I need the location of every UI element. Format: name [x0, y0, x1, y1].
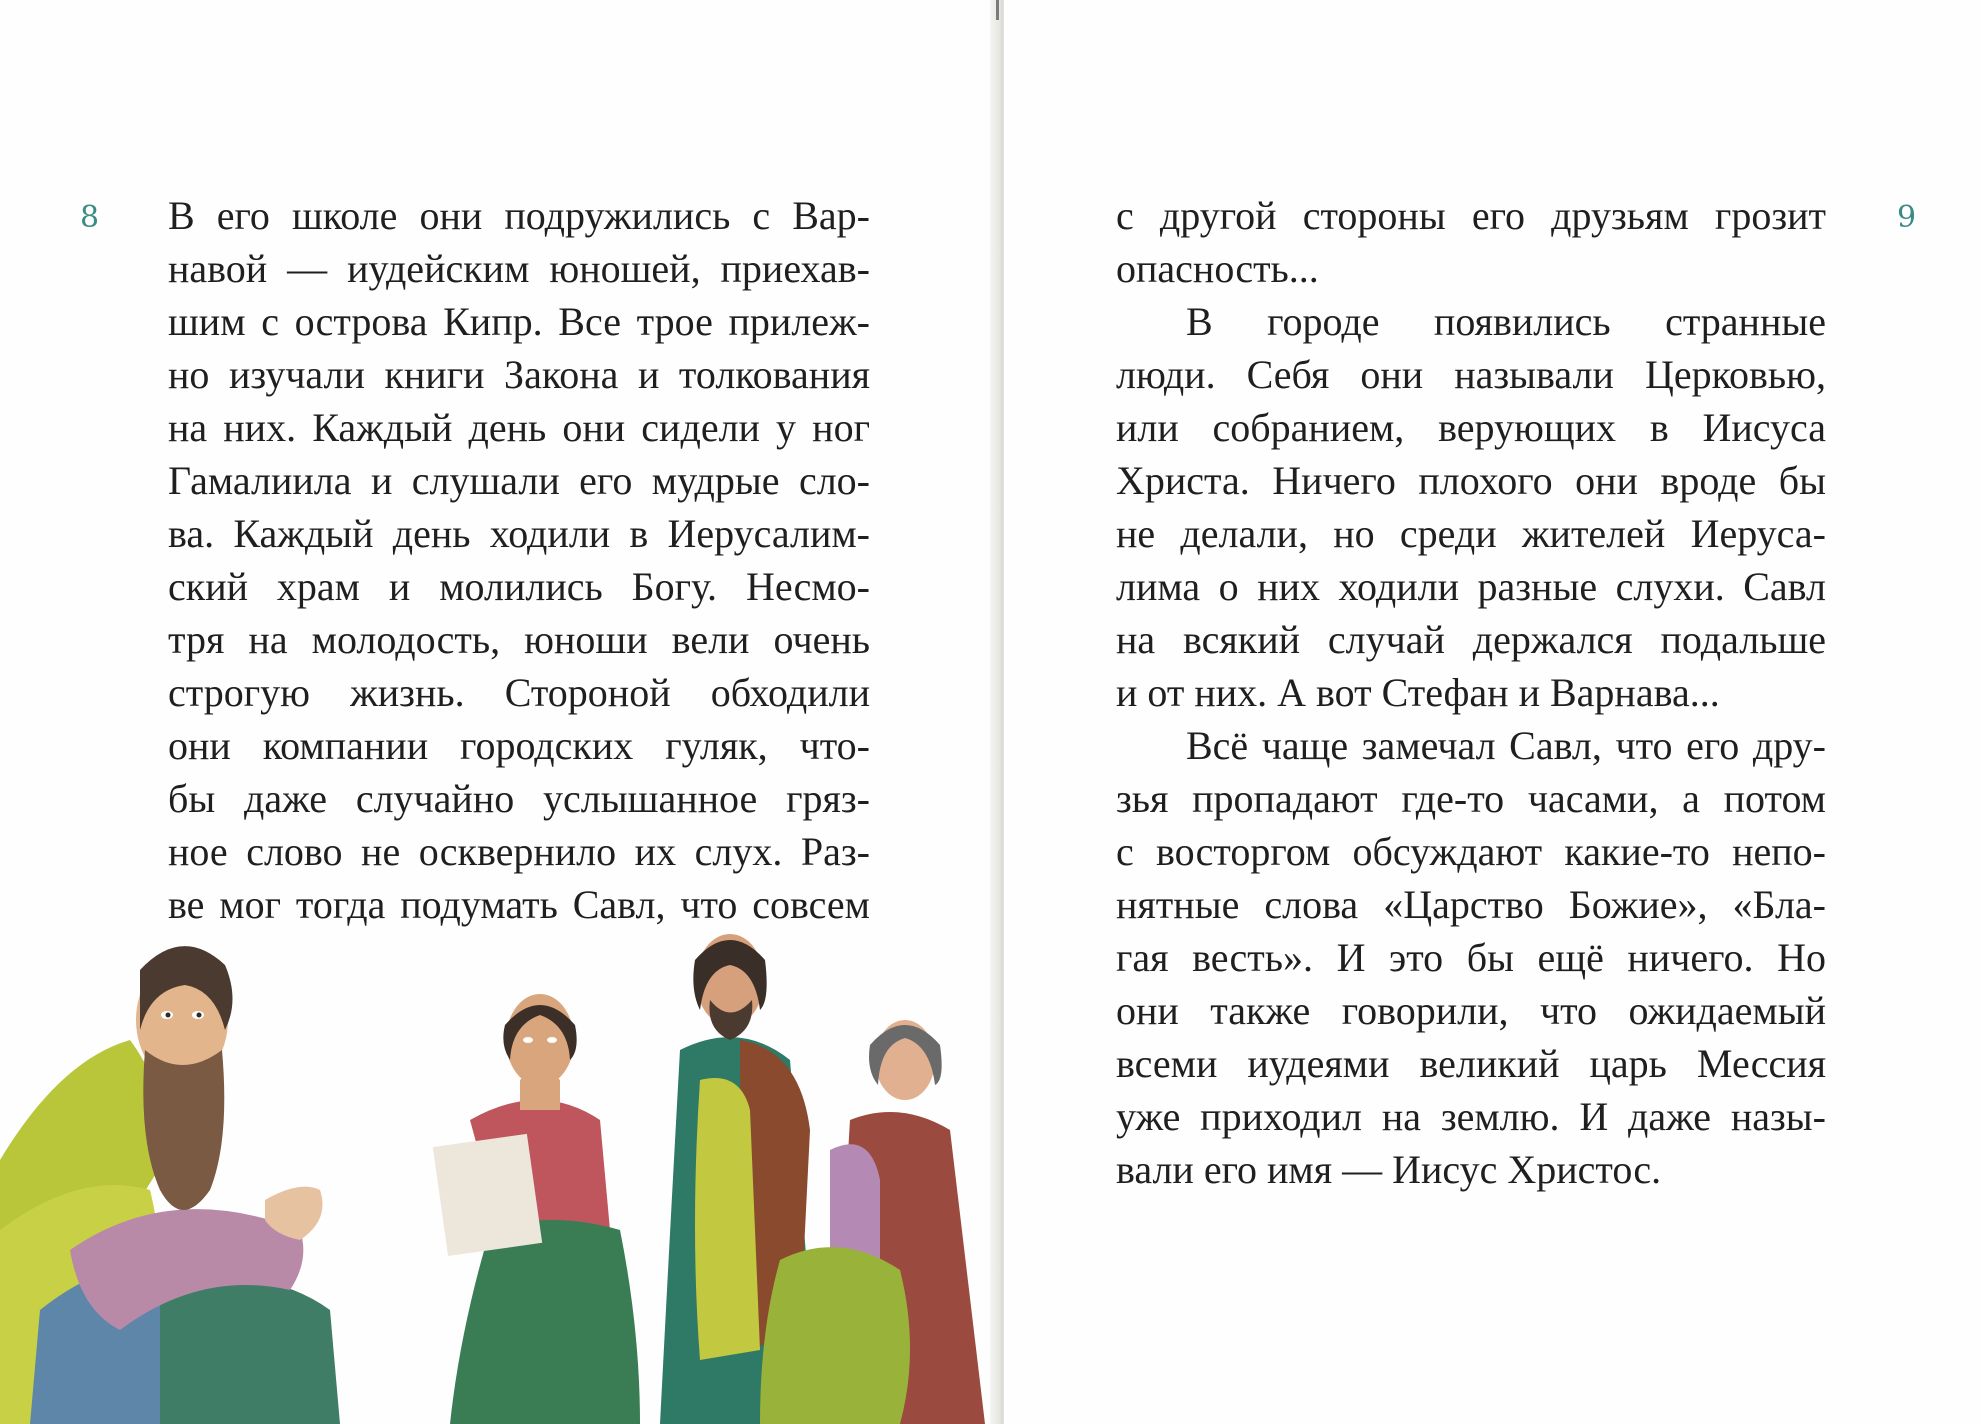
- text-line: всеми иудеями великий царь Мессия: [1116, 1041, 1826, 1086]
- text-line: В его школе они подружились с Вар-: [168, 193, 870, 238]
- text-line: В городе появились странные: [1186, 299, 1826, 344]
- gutter-shadow: [996, 0, 999, 20]
- text-line: нятные слова «Царство Божие», «Бла-: [1116, 882, 1826, 927]
- text-line: ва. Каждый день ходили в Иерусалим-: [168, 511, 870, 556]
- text-line: на них. Каждый день они сидели у ног: [168, 405, 870, 450]
- text-line: Всё чаще замечал Савл, что его дру-: [1186, 723, 1826, 768]
- text-line: гая весть». И это бы ещё ничего. Но: [1116, 935, 1826, 980]
- text-line: опасность...: [1116, 246, 1319, 291]
- text-line: с другой стороны его друзьям грозит: [1116, 193, 1826, 238]
- text-line: ве мог тогда подумать Савл, что совсем: [168, 882, 870, 927]
- text-line: ное слово не осквернило их слух. Раз-: [168, 829, 870, 874]
- page-number-left: 8: [80, 200, 100, 235]
- text-line: вали его имя — Иисус Христос.: [1116, 1147, 1662, 1192]
- young-man-figure: [433, 994, 640, 1424]
- text-line: Гамалиила и слушали его мудрые сло-: [168, 458, 870, 503]
- page-number-right: 9: [1897, 200, 1917, 235]
- text-line: зья пропадают где-то часами, а потом: [1116, 776, 1826, 821]
- elder-figure: [0, 946, 340, 1424]
- text-line: они также говорили, что ожидаемый: [1116, 988, 1826, 1033]
- text-line: и от них. А вот Стефан и Варнава...: [1116, 670, 1720, 715]
- text-line: на всякий случай держался подальше: [1116, 617, 1826, 662]
- left-text-block: [168, 189, 870, 931]
- text-line: лима о них ходили разные слухи. Савл: [1116, 564, 1826, 609]
- text-line: с восторгом обсуждают какие-то непо-: [1116, 829, 1826, 874]
- text-line: уже приходил на землю. И даже назы-: [1116, 1094, 1826, 1139]
- text-line: люди. Себя они называли Церковью,: [1116, 352, 1826, 397]
- text-line: шим с острова Кипр. Все трое прилеж-: [168, 299, 870, 344]
- illustration-four-figures: [0, 930, 1000, 1424]
- text-line: ский храм и молились Богу. Несмо-: [168, 564, 870, 609]
- text-line: не делали, но среди жителей Иеруса-: [1116, 511, 1826, 556]
- text-line: но изучали книги Закона и толкования: [168, 352, 870, 397]
- text-line: тря на молодость, юноши вели очень: [168, 617, 870, 662]
- text-line: строгую жизнь. Стороной обходили: [168, 670, 870, 715]
- text-line: или собранием, верующих в Иисуса: [1116, 405, 1826, 450]
- text-line: они компании городских гуляк, что-: [168, 723, 870, 768]
- text-line: бы даже случайно услышанное гряз-: [168, 776, 870, 821]
- right-text-block: [1116, 189, 1826, 1196]
- text-line: навой — иудейским юношей, приехав-: [168, 246, 870, 291]
- text-line: Христа. Ничего плохого они вроде бы: [1116, 458, 1826, 503]
